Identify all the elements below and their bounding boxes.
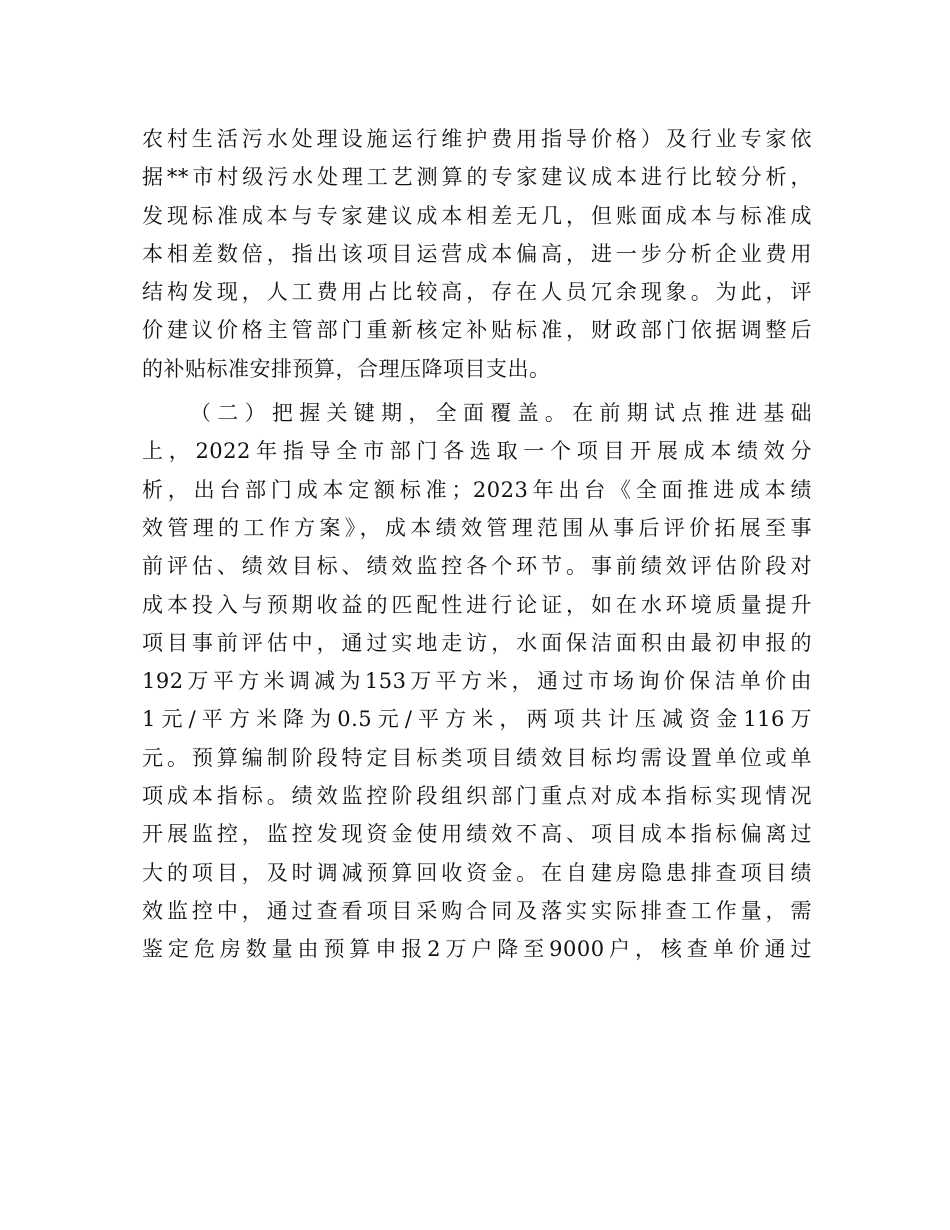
- document-body: [142, 120, 812, 969]
- text-line: 项成本指标。绩效监控阶段组织部门重点对成本指标实现情况: [142, 784, 812, 809]
- text-line: 项目事前评估中，通过实地走访，水面保洁面积由最初申报的: [142, 630, 812, 655]
- section-heading-line: （二）把握关键期，全面覆盖。在前期试点推进基础: [190, 401, 812, 426]
- text-line: 发现标准成本与专家建议成本相差无几，但账面成本与标准成: [142, 203, 812, 228]
- text-line: 成本投入与预期收益的匹配性进行论证，如在水环境质量提升: [142, 592, 812, 617]
- text-line: 农村生活污水处理设施运行维护费用指导价格）及行业专家依: [142, 127, 812, 151]
- text-line: 效管理的工作方案》，成本绩效管理范围从事后评价拓展至事: [142, 515, 812, 540]
- text-line: 本相差数倍，指出该项目运营成本偏高，进一步分析企业费用: [142, 241, 812, 266]
- text-line: 192万平方米调减为153万平方米，通过市场询价保洁单价由: [142, 669, 812, 694]
- text-line: 开展监控，监控发现资金使用绩效不高、项目成本指标偏离过: [142, 822, 812, 847]
- text-line: 据**市村级污水处理工艺测算的专家建议成本进行比较分析，: [142, 165, 812, 190]
- text-line: 1元/平方米降为0.5元/平方米，两项共计压减资金116万: [142, 707, 812, 732]
- text-line: 上，2022年指导全市部门各选取一个项目开展成本绩效分: [142, 439, 812, 464]
- text-line: 价建议价格主管部门重新核定补贴标准，财政部门依据调整后: [142, 318, 812, 343]
- text-line: 的补贴标准安排预算，合理压降项目支出。: [142, 356, 551, 381]
- text-line: 析，出台部门成本定额标准；2023年出台《全面推进成本绩: [142, 477, 812, 502]
- text-line: 元。预算编制阶段特定目标类项目绩效目标均需设置单位或单: [142, 745, 812, 770]
- text-line: 鉴定危房数量由预算申报2万户降至9000户，核查单价通过: [142, 937, 812, 962]
- text-line: 大的项目，及时调减预算回收资金。在自建房隐患排查项目绩: [142, 860, 812, 885]
- text-line: 结构发现，人工费用占比较高，存在人员冗余现象。为此，评: [142, 280, 812, 305]
- text-line: 前评估、绩效目标、绩效监控各个环节。事前绩效评估阶段对: [142, 554, 812, 579]
- paragraph-2: [142, 394, 812, 968]
- text-line: 效监控中，通过查看项目采购合同及落实实际排查工作量，需: [142, 898, 812, 923]
- paragraph-1: [142, 120, 812, 388]
